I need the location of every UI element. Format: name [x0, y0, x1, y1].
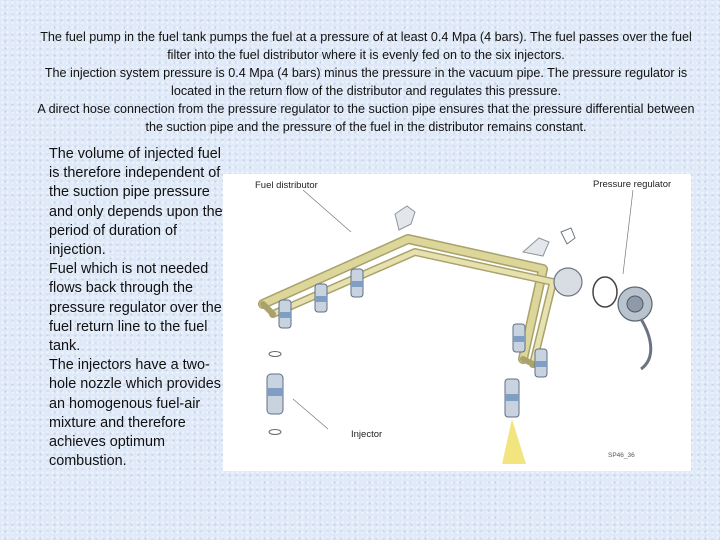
o-ring [269, 352, 281, 357]
body-paragraph-3: The injectors have a two-hole nozzle which provides an homogenous fuel-air mixture and therefore achieves optimum combustion. [49, 357, 221, 470]
mounting-bracket [523, 238, 549, 256]
fuel-system-diagram [223, 174, 691, 471]
injector-5 [535, 349, 547, 377]
label-injector: Injector [351, 429, 383, 440]
leader-pressure-regulator [623, 190, 633, 274]
fuel-spray [502, 419, 526, 464]
body-paragraph-1: The volume of injected fuel is therefore independent of the suction pipe pressure and only depends upon the period of duration of injection. [49, 146, 223, 259]
leader-injector [293, 399, 328, 429]
o-ring [269, 430, 281, 435]
rail-injectors [279, 269, 547, 417]
injector-2 [315, 284, 327, 312]
label-fuel-distributor: Fuel distributor [255, 180, 318, 191]
vacuum-hose [641, 319, 651, 369]
clip [561, 228, 575, 244]
intro-paragraph-3: A direct hose connection from the pressure regulator to the suction pipe ensures that the pressure differential between the suction pipe and the pressure of the fuel in the distributor remains constant. [37, 102, 695, 134]
injector-4 [513, 324, 525, 352]
mounting-bracket [395, 206, 415, 230]
injector-1 [279, 300, 291, 328]
injector-6 [505, 379, 519, 417]
intro-text [36, 28, 696, 136]
leader-fuel-distributor [303, 190, 351, 232]
exploded-injector [267, 352, 283, 435]
body-text [49, 145, 234, 471]
intro-paragraph-1: The fuel pump in the fuel tank pumps the fuel at a pressure of at least 0.4 Mpa (4 bars). The fuel passes over the fuel filter into the fuel distributor where it is evenly fed on to the six injectors. [40, 30, 692, 62]
body-paragraph-2: Fuel which is not needed flows back through the pressure regulator over the fuel return line to the fuel tank. [49, 261, 222, 355]
figure-code: SP46_36 [608, 452, 635, 459]
injector-3 [351, 269, 363, 297]
intro-paragraph-2: The injection system pressure is 0.4 Mpa (4 bars) minus the pressure in the vacuum pipe. The pressure regulator is located in the return flow of the distributor and regulates this pressure. [44, 66, 688, 98]
pressure-regulator-part [554, 268, 652, 369]
label-pressure-regulator: Pressure regulator [593, 179, 672, 190]
seal-ring [593, 277, 617, 307]
diagram-drawing [223, 174, 691, 471]
